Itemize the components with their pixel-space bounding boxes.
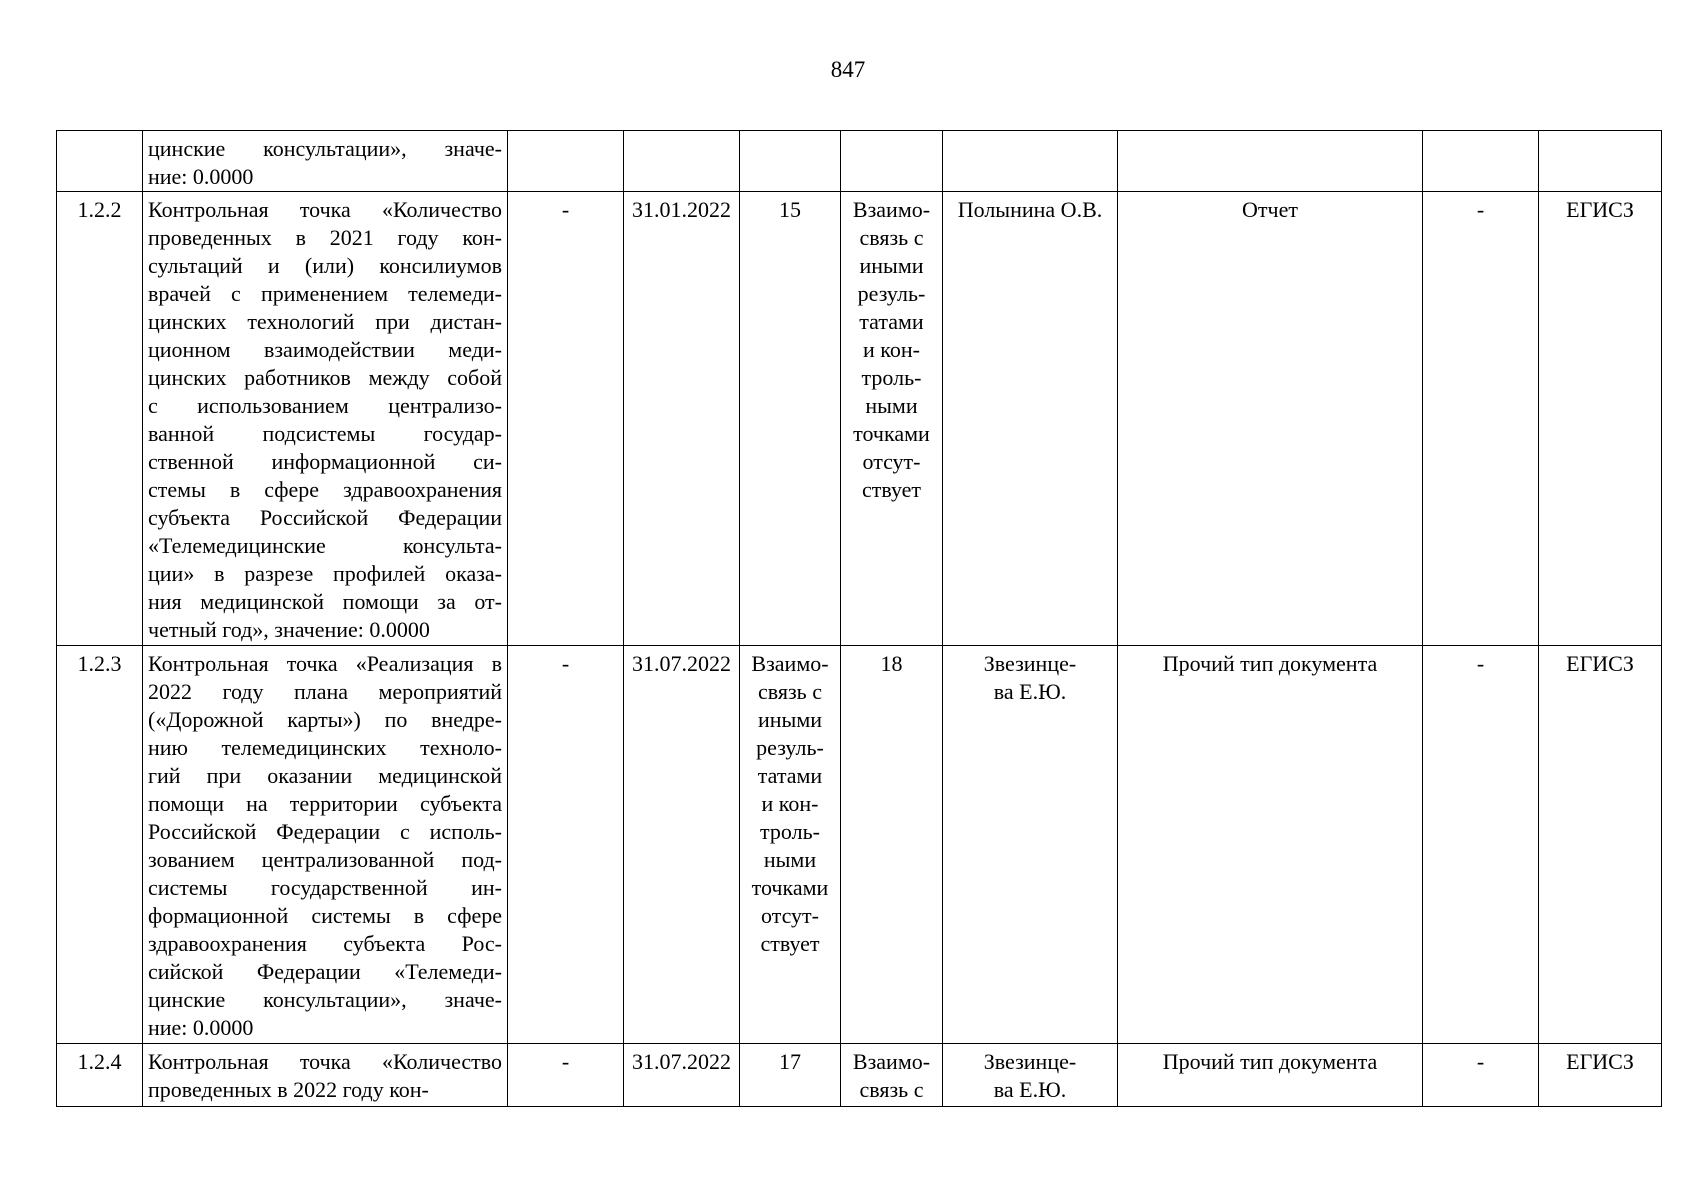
description-line: 2022 году плана мероприятий	[148, 679, 502, 704]
table-row	[57, 192, 1662, 646]
cell-system: ЕГИСЗ	[1539, 192, 1662, 646]
description-line: врачей с применением телемеди-	[148, 281, 502, 306]
cell-number: 1.2.4	[57, 1044, 143, 1107]
cell-system: ЕГИСЗ	[1539, 646, 1662, 1044]
description-line: проведенных в 2021 году кон-	[148, 225, 502, 250]
cell-document-type	[1118, 131, 1423, 192]
description-line: нию телемедицинских техноло-	[148, 735, 502, 760]
cell-col6: 18	[841, 646, 943, 1044]
description-line: «Телемедицинские консульта-	[148, 533, 502, 558]
description-line: («Дорожной карты») по внедре-	[148, 707, 502, 732]
description-line: ние: 0.0000	[148, 164, 254, 189]
table-row	[57, 131, 1662, 192]
description-line: субъекта Российской Федерации	[148, 505, 502, 530]
cell-dash	[508, 131, 624, 192]
cell-description	[143, 192, 508, 646]
description-line: с использованием централизо-	[148, 393, 502, 418]
cell-col5	[740, 131, 841, 192]
description-line: четный год», значение: 0.0000	[148, 617, 430, 642]
description-line: зованием централизованной под-	[148, 847, 502, 872]
cell-dash: -	[508, 1044, 624, 1107]
description-line: ния медицинской помощи за от-	[148, 589, 502, 614]
description-line: ции» в разрезе профилей оказа-	[148, 561, 502, 586]
description-line: Российской Федерации с исполь-	[148, 819, 502, 844]
cell-date: 31.07.2022	[624, 646, 740, 1044]
cell-dash-2: -	[1423, 1044, 1539, 1107]
description-line: здравоохранения субъекта Рос-	[148, 931, 502, 956]
description-line: проведенных в 2022 году кон-	[148, 1077, 429, 1102]
description-line: Контрольная точка «Реализация в	[148, 651, 502, 676]
description-line: сийской Федерации «Телемеди-	[148, 959, 502, 984]
cell-date: 31.01.2022	[624, 192, 740, 646]
cell-number: 1.2.2	[57, 192, 143, 646]
cell-number: 1.2.3	[57, 646, 143, 1044]
cell-system	[1539, 131, 1662, 192]
description-line: гий при оказании медицинской	[148, 763, 502, 788]
table-row	[57, 646, 1662, 1044]
description-line: Контрольная точка «Количество	[148, 197, 502, 222]
description-line: Контрольная точка «Количество	[148, 1049, 502, 1074]
cell-document-type: Прочий тип документа	[1118, 1044, 1423, 1107]
cell-col5: Взаимо- связь с иными резуль- татами и кон- троль- ными точками отсут- ствует	[740, 646, 841, 1044]
description-line: цинские консультации», значе-	[148, 987, 502, 1012]
cell-description	[143, 646, 508, 1044]
cell-dash: -	[508, 192, 624, 646]
description-line: цинских технологий при дистан-	[148, 309, 502, 334]
description-line: формационной системы в сфере	[148, 903, 502, 928]
description-line: ственной информационной си-	[148, 449, 502, 474]
cell-responsible: Звезинце- ва Е.Ю.	[943, 1044, 1118, 1107]
cell-dash-2	[1423, 131, 1539, 192]
description-line: ванной подсистемы государ-	[148, 421, 502, 446]
page-number: 847	[830, 57, 866, 82]
cell-col5: 17	[740, 1044, 841, 1107]
description-line: цинские консультации», значе-	[148, 136, 502, 161]
description-line: помощи на территории субъекта	[148, 791, 502, 816]
cell-responsible: Звезинце- ва Е.Ю.	[943, 646, 1118, 1044]
cell-col6: Взаимо- связь с иными резуль- татами и кон- троль- ными точками отсут- ствует	[841, 192, 943, 646]
cell-description	[143, 1044, 508, 1107]
description-line: ционном взаимодействии меди-	[148, 337, 502, 362]
cell-col5: 15	[740, 192, 841, 646]
cell-col6	[841, 131, 943, 192]
table-row	[57, 1044, 1662, 1107]
description-line: ние: 0.0000	[148, 1015, 254, 1040]
cell-responsible	[943, 131, 1118, 192]
cell-document-type: Отчет	[1118, 192, 1423, 646]
cell-date: 31.07.2022	[624, 1044, 740, 1107]
cell-date	[624, 131, 740, 192]
cell-responsible: Полынина О.В.	[943, 192, 1118, 646]
cell-dash: -	[508, 646, 624, 1044]
cell-document-type: Прочий тип документа	[1118, 646, 1423, 1044]
description-line: сультаций и (или) консилиумов	[148, 253, 502, 278]
cell-system: ЕГИСЗ	[1539, 1044, 1662, 1107]
cell-description	[143, 131, 508, 192]
cell-dash-2: -	[1423, 646, 1539, 1044]
cell-col6: Взаимо- связь с	[841, 1044, 943, 1107]
description-line: стемы в сфере здравоохранения	[148, 477, 502, 502]
control-points-table	[56, 130, 1662, 1107]
description-line: системы государственной ин-	[148, 875, 502, 900]
cell-dash-2: -	[1423, 192, 1539, 646]
cell-number	[57, 131, 143, 192]
description-line: цинских работников между собой	[148, 365, 502, 390]
